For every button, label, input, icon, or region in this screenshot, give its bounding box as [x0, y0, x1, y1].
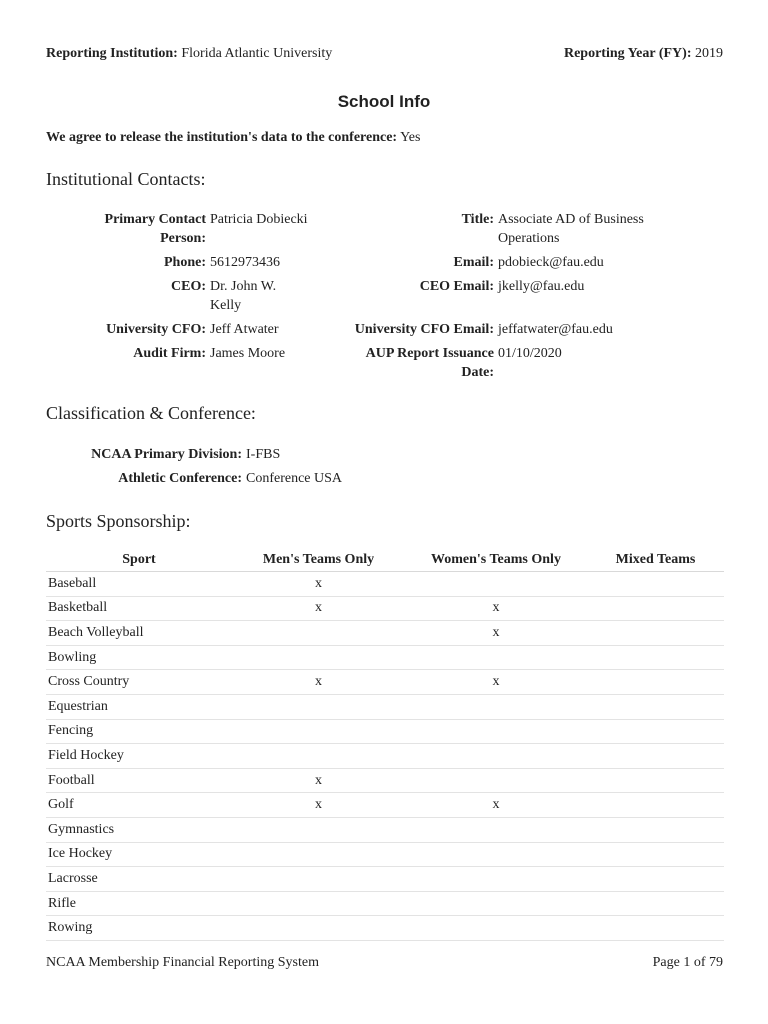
- men-teams-cell: x: [232, 572, 405, 597]
- women-teams-cell: [405, 916, 587, 941]
- men-teams-cell: [232, 694, 405, 719]
- table-row: [46, 793, 724, 818]
- men-teams-cell: [232, 916, 405, 941]
- mixed-teams-cell: [587, 817, 724, 842]
- table-row: [46, 621, 724, 646]
- mixed-teams-cell: [587, 719, 724, 744]
- men-teams-cell: x: [232, 793, 405, 818]
- cfo-email-label: University CFO Email:: [354, 322, 494, 337]
- women-teams-cell: [405, 744, 587, 769]
- mixed-teams-cell: [587, 867, 724, 892]
- audit-firm-value: James Moore: [210, 346, 286, 361]
- sports-section-title: Sports Sponsorship:: [46, 511, 191, 531]
- reporting-institution: [46, 46, 332, 62]
- mixed-teams-cell: [587, 572, 724, 597]
- email-label: Email:: [453, 255, 494, 270]
- men-teams-cell: [232, 621, 405, 646]
- title-label: Title:: [461, 212, 494, 227]
- cfo-email-value: jeffatwater@fau.edu: [498, 322, 613, 337]
- column-header-men: Men's Teams Only: [232, 549, 405, 572]
- women-teams-cell: [405, 572, 587, 597]
- sport-name-cell: Football: [46, 768, 232, 793]
- men-teams-cell: [232, 817, 405, 842]
- men-teams-cell: x: [232, 596, 405, 621]
- table-header-row: [46, 549, 724, 572]
- sport-name-cell: Rowing: [46, 916, 232, 941]
- sport-name-cell: Field Hockey: [46, 744, 232, 769]
- cfo-label: University CFO:: [106, 322, 206, 337]
- reporting-institution-value: Florida Atlantic University: [181, 46, 333, 61]
- men-teams-cell: [232, 867, 405, 892]
- table-row: [46, 719, 724, 744]
- email-value: pdobieck@fau.edu: [498, 255, 604, 270]
- column-header-sport: Sport: [46, 549, 232, 572]
- ncaa-division-value: I-FBS: [246, 447, 281, 462]
- table-row: [46, 768, 724, 793]
- reporting-year: [564, 46, 723, 62]
- contacts-grid: [0, 210, 768, 390]
- women-teams-cell: [405, 867, 587, 892]
- women-teams-cell: x: [405, 793, 587, 818]
- men-teams-cell: x: [232, 768, 405, 793]
- ceo-label: CEO:: [171, 279, 206, 294]
- mixed-teams-cell: [587, 891, 724, 916]
- table-row: [46, 842, 724, 867]
- sports-table-body: [46, 572, 724, 941]
- mixed-teams-cell: [587, 793, 724, 818]
- ceo-value: Dr. John W. Kelly: [210, 279, 277, 313]
- men-teams-cell: [232, 744, 405, 769]
- table-row: [46, 744, 724, 769]
- title-value: Associate AD of Business Operations: [498, 212, 644, 246]
- primary-contact-label: Primary Contact Person:: [104, 212, 206, 246]
- classification-grid: [0, 445, 768, 495]
- aup-date-value: 01/10/2020: [498, 346, 562, 361]
- women-teams-cell: [405, 891, 587, 916]
- men-teams-cell: [232, 719, 405, 744]
- sports-sponsorship-table: [46, 549, 724, 941]
- ncaa-division-label: NCAA Primary Division:: [91, 447, 242, 462]
- table-row: [46, 817, 724, 842]
- sport-name-cell: Beach Volleyball: [46, 621, 232, 646]
- column-header-mixed: Mixed Teams: [587, 549, 724, 572]
- phone-value: 5612973436: [210, 255, 280, 270]
- ceo-email-value: jkelly@fau.edu: [498, 279, 585, 294]
- athletic-conference-label: Athletic Conference:: [118, 471, 242, 486]
- sport-name-cell: Baseball: [46, 572, 232, 597]
- table-row: [46, 645, 724, 670]
- reporting-institution-label: Reporting Institution:: [46, 46, 178, 61]
- sport-name-cell: Golf: [46, 793, 232, 818]
- mixed-teams-cell: [587, 916, 724, 941]
- table-row: [46, 670, 724, 695]
- men-teams-cell: [232, 891, 405, 916]
- reporting-year-value: 2019: [695, 46, 723, 61]
- women-teams-cell: [405, 817, 587, 842]
- mixed-teams-cell: [587, 768, 724, 793]
- table-row: [46, 891, 724, 916]
- table-row: [46, 572, 724, 597]
- table-row: [46, 916, 724, 941]
- column-header-women: Women's Teams Only: [405, 549, 587, 572]
- women-teams-cell: x: [405, 596, 587, 621]
- mixed-teams-cell: [587, 744, 724, 769]
- table-row: [46, 867, 724, 892]
- men-teams-cell: [232, 842, 405, 867]
- aup-date-label: AUP Report Issuance Date:: [365, 346, 494, 380]
- sport-name-cell: Fencing: [46, 719, 232, 744]
- audit-firm-label: Audit Firm:: [133, 346, 206, 361]
- footer-system-name: NCAA Membership Financial Reporting System: [46, 955, 319, 970]
- footer-page-indicator: Page 1 of 79: [652, 955, 723, 970]
- data-release-agreement: [46, 130, 420, 146]
- sport-name-cell: Basketball: [46, 596, 232, 621]
- women-teams-cell: [405, 842, 587, 867]
- athletic-conference-value: Conference USA: [246, 471, 343, 486]
- reporting-year-label: Reporting Year (FY):: [563, 46, 692, 61]
- sport-name-cell: Equestrian: [46, 694, 232, 719]
- page-title: School Info: [337, 92, 431, 111]
- men-teams-cell: [232, 645, 405, 670]
- women-teams-cell: [405, 719, 587, 744]
- contacts-section-title: Institutional Contacts:: [46, 169, 206, 189]
- agreement-value: Yes: [400, 130, 421, 145]
- mixed-teams-cell: [587, 842, 724, 867]
- mixed-teams-cell: [587, 596, 724, 621]
- sport-name-cell: Gymnastics: [46, 817, 232, 842]
- primary-contact-value: Patricia Dobiecki: [210, 212, 308, 227]
- sport-name-cell: Bowling: [46, 645, 232, 670]
- table-row: [46, 694, 724, 719]
- classification-section-title: Classification & Conference:: [46, 403, 256, 423]
- women-teams-cell: [405, 694, 587, 719]
- agreement-label: We agree to release the institution's data to the conference:: [46, 130, 398, 145]
- sport-name-cell: Lacrosse: [46, 867, 232, 892]
- mixed-teams-cell: [587, 670, 724, 695]
- cfo-value: Jeff Atwater: [210, 322, 279, 337]
- women-teams-cell: x: [405, 621, 587, 646]
- phone-label: Phone:: [164, 255, 206, 270]
- mixed-teams-cell: [587, 621, 724, 646]
- mixed-teams-cell: [587, 694, 724, 719]
- ceo-email-label: CEO Email:: [419, 279, 494, 294]
- sport-name-cell: Ice Hockey: [46, 842, 232, 867]
- women-teams-cell: x: [405, 670, 587, 695]
- women-teams-cell: [405, 768, 587, 793]
- mixed-teams-cell: [587, 645, 724, 670]
- sport-name-cell: Rifle: [46, 891, 232, 916]
- women-teams-cell: [405, 645, 587, 670]
- table-row: [46, 596, 724, 621]
- sport-name-cell: Cross Country: [46, 670, 232, 695]
- men-teams-cell: x: [232, 670, 405, 695]
